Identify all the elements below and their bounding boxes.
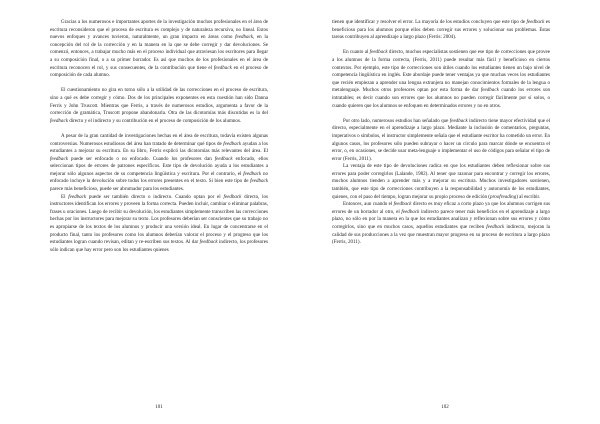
left-page-number: 101 [155,405,163,410]
left-paragraph-1: Gracias a los numerosos e importantes aportes de la investigación muchos profesionales en el área de escritura reconsideron que el proceso de escritura es complejo y de naturaleza recursiva, no lineal. Estos nuevos enfoques y avances tuvieron, naturalmente, un gran impacto en áreas como feedback, en la concepción del rol de la corrección y en la manera en la que se debe corregir y dar devoluciones. Se comenzó, entonces, a trabajar mucho más en el proceso individual que atraviesan los escritores para llegar a su composición final, o a su primer borrador. Es así que muchos de los profesionales en el área de escritura reconocen el rol, y sus consecuentes, de la contribución que tiene el feedback en el proceso de composición de cada alumno. [50,19,268,79]
left-paragraph-3: A pesar de la gran cantidad de investigaciones hechas en el área de escritura, todavía existen algunas controversias. Numerosos estudiosos del área han tratado de determinar qué tipos de feedback ayudan a los estudiantes a mejorar su escritura. En su libro, Ferris explicó las dicotomías más relevantes del área. El feedback puede ser enfocado o no enfocado. Cuando los profesores dan feedback enfocado, ellos seleccionan tipos de errores de patrones específicos. Este tipo de devolución ayuda a los estudiantes a mejorar sólo algunos aspectos de su competencia lingüística y escritura. Por el contrario, el feedback no enfocado incluye la devolución sobre todos los errores presentes en el texto. Si bien este tipo de feedback parece más beneficioso, puede ser abrumador para los estudiantes. [50,132,268,193]
right-paragraph-4: La ventaja de este tipo de devoluciones radica en que los estudiantes deben reflexionar sobre sus errores para poder corregirlos (Lalande, 1982). Al tener que razonar para encontrar y corregir los errores, muchos alumnos tienden a aprender más y a mejorar su escritura. Muchos investigadores sostienen, también, que este tipo de correcciones contribuyen a la responsabilidad y autonomía de los estudiantes, quienes, con el paso del tiempo, logran mejorar su propio proceso de edición (proofreading) al escribir. [332,163,550,200]
right-page [300,0,600,424]
right-paragraph-2: En cuanto al feedback directo, muchos especialistas sostienen que ese tipo de correcciones que provee a los alumnos de la forma correcta, (Ferris, 2011) puede resultar más fácil y beneficioso en ciertos contextos. Por ejemplo, este tipo de correcciones son útiles cuando los estudiantes tienen un bajo nivel de competencia lingüística en inglés. Este abordaje puede tener ventajas ya que muchas veces los estudiantes que recién empiezan a aprender una lengua extranjera no manejan conocimientos formales de la lengua o metalenguaje. Muchos otros profesores optan por esta forma de dar feedback cuando los errores son intratables; es decir cuando son errores que los alumnos no pueden corregir fácilmente por sí solos, o cuando quieren que los alumnos se enfoquen en determinados errores y no en otros. [332,49,551,109]
right-page-number: 102 [441,405,449,410]
right-paragraph-3: Por otro lado, numerosos estudios han señalado que feedback indirecto tiene mayor efectividad que el directo, especialmente en el aprendizaje a largo plazo. Mediante la inclusión de comentarios, preguntas, imperativos o símbolos, el instructor simplemente señala que el estudiante escritor ha cometido un error. En algunos casos, los profesores sólo pueden subrayar o hacer un círculo para marcar dónde se encuentra el error, o, en ocasiones, se decide usar meta-lenguaje o implementar el uso de códigos para señalar el tipo de error (Ferris, 2011). [332,117,551,162]
left-paragraph-4: El feedback puede ser también directo o indirecto. Cuando optan por el feedback directo, los instructores identifican los errores y proveen la forma correcta. Pueden incluir, cambiar o eliminar palabras, frases u oraciones. Luego de recibir su devolución, los estudiantes simplemente transcriben las correcciones hechas por los instructores para mejorar su texto. Los profesores deberían ser conscientes que su trabajo no es apropiarse de los textos de los alumnos y producir una versión ideal. En lugar de concentrarse en el producto final, tanto los profesores como los alumnos deberían valorar el proceso y el progreso que los estudiantes logran cuando revisan, editan y re-escriben sus textos. Al dar feedback indirecto, los profesores sólo indican que hay error pero son los estudiantes quienes [50,193,269,253]
right-paragraph-5: Entonces, aun cuando el feedback directo es muy eficaz a corto plazo ya que los alumnos corrigen sus errores de un borrador al otro, el feedback indirecto parece tener más beneficios en el aprendizaje a largo plazo, no sólo en por la manera en la que los estudiantes analizan y reflexionan sobre sus errores y cómo corregirlos, sino que en muchos casos, aquellos estudiantes que reciben feedback indirecto, mejoran la calidad de sus producciones a la vez que muestran mayor progreso en su proceso de escritura a largo plazo (Ferris, 2011). [332,201,550,246]
right-text-column [332,19,550,247]
left-paragraph-2: El cuestionamiento no gira en torno sólo a la utilidad de las correcciones en el proceso de escritura, sino a qué es debe corregir y cómo. Dos de los principales exponentes en esta cuestión han sido Danna Ferris y John Truscott. Mientras que Ferris, a través de numerosos estudios, argumenta a favor de la corrección de gramática, Truscott propone abandonarla. Otra de las dicotomías más discutidas es la del feedback directo y el indirecto y su contribución en el proceso de composición de los alumnos. [50,87,268,124]
left-text-column [50,19,268,254]
right-paragraph-1: tienen que identificar y resolver el error. La mayoría de los estudios concluyen que este tipo de feedback es beneficioso para los alumnos porque ellos deben corregir sus errores y solucionar sus problemas. Estas tareas contribuyen al aprendizaje a largo plazo (Ferris: 2004). [332,19,551,41]
